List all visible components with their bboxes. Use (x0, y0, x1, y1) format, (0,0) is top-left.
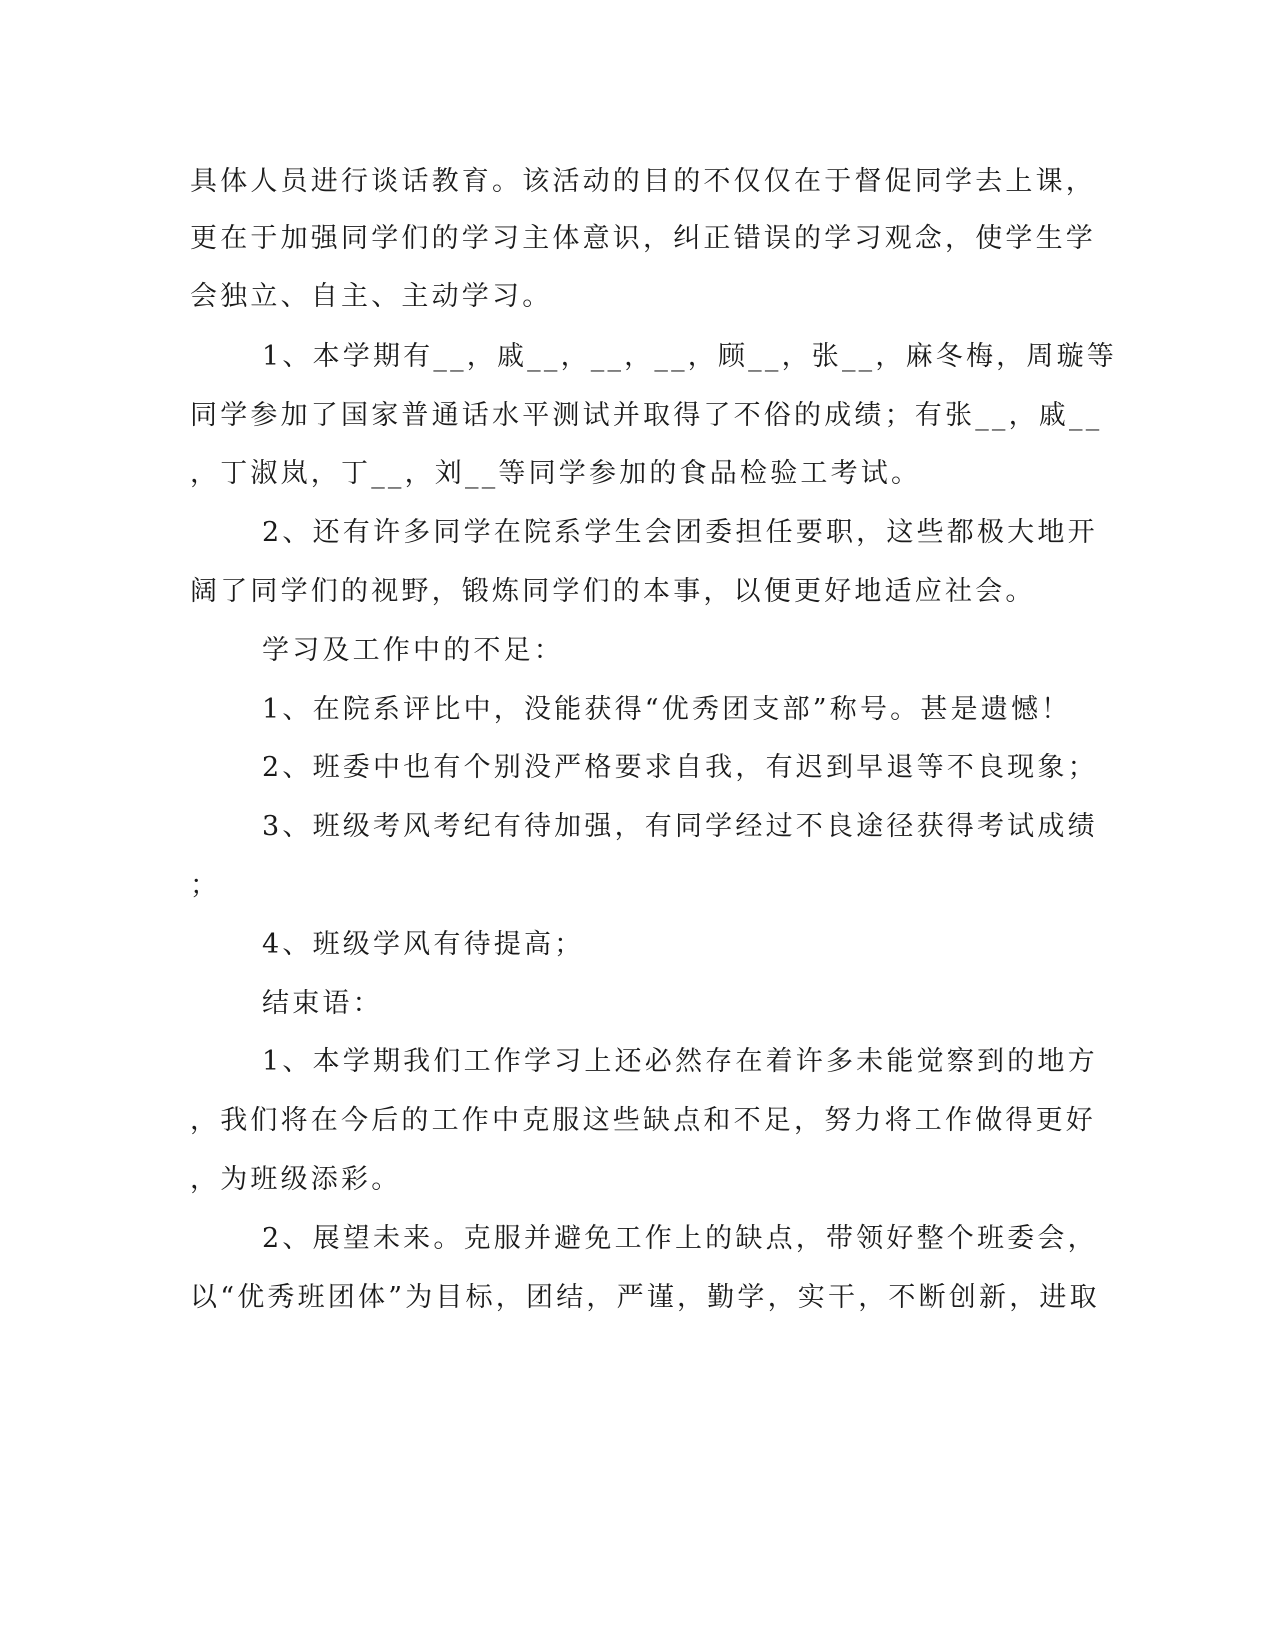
body-text-line: ，我们将在今后的工作中克服这些缺点和不足，努力将工作做得更好 (190, 1105, 1096, 1136)
list-item-text: 3、班级考风考纪有待加强，有同学经过不良途径获得考试成绩 (262, 811, 1098, 842)
body-text-line: 会独立、自主、主动学习。 (190, 281, 553, 312)
body-text-line: 具体人员进行谈话教育。该活动的目的不仅仅在于督促同学去上课， (190, 166, 1096, 197)
body-text-line: ，为班级添彩。 (190, 1164, 402, 1195)
list-item-text: 2、还有许多同学在院系学生会团委担任要职，这些都极大地开 (262, 517, 1098, 548)
body-text-line: 以“优秀班团体”为目标，团结，严谨，勤学，实干，不断创新，进取 (190, 1282, 1100, 1313)
list-item-text: 1、在院系评比中，没能获得“优秀团支部”称号。甚是遗憾！ (262, 694, 1072, 725)
body-text-line: 更在于加强同学们的学习主体意识，纠正错误的学习观念，使学生学 (190, 223, 1096, 254)
list-item-text: 2、班委中也有个别没严格要求自我，有迟到早退等不良现象； (262, 752, 1098, 783)
body-text-line: ； (190, 870, 221, 901)
section-heading: 结束语： (262, 988, 383, 1019)
list-item-text: 2、展望未来。克服并避免工作上的缺点，带领好整个班委会， (262, 1223, 1098, 1254)
body-text-line: 同学参加了国家普通话水平测试并取得了不俗的成绩；有张__，戚__ (190, 400, 1103, 431)
section-heading: 学习及工作中的不足： (262, 635, 564, 666)
list-item-text: 4、班级学风有待提高； (262, 929, 585, 960)
list-item-text: 1、本学期有__，戚__，__，__，顾__，张__，麻冬梅，周璇等 (262, 341, 1117, 372)
list-item-text: 1、本学期我们工作学习上还必然存在着许多未能觉察到的地方 (262, 1046, 1098, 1077)
body-text-line: 阔了同学们的视野，锻炼同学们的本事，以便更好地适应社会。 (190, 576, 1036, 607)
body-text-line: ，丁淑岚，丁__，刘__等同学参加的食品检验工考试。 (190, 458, 922, 489)
